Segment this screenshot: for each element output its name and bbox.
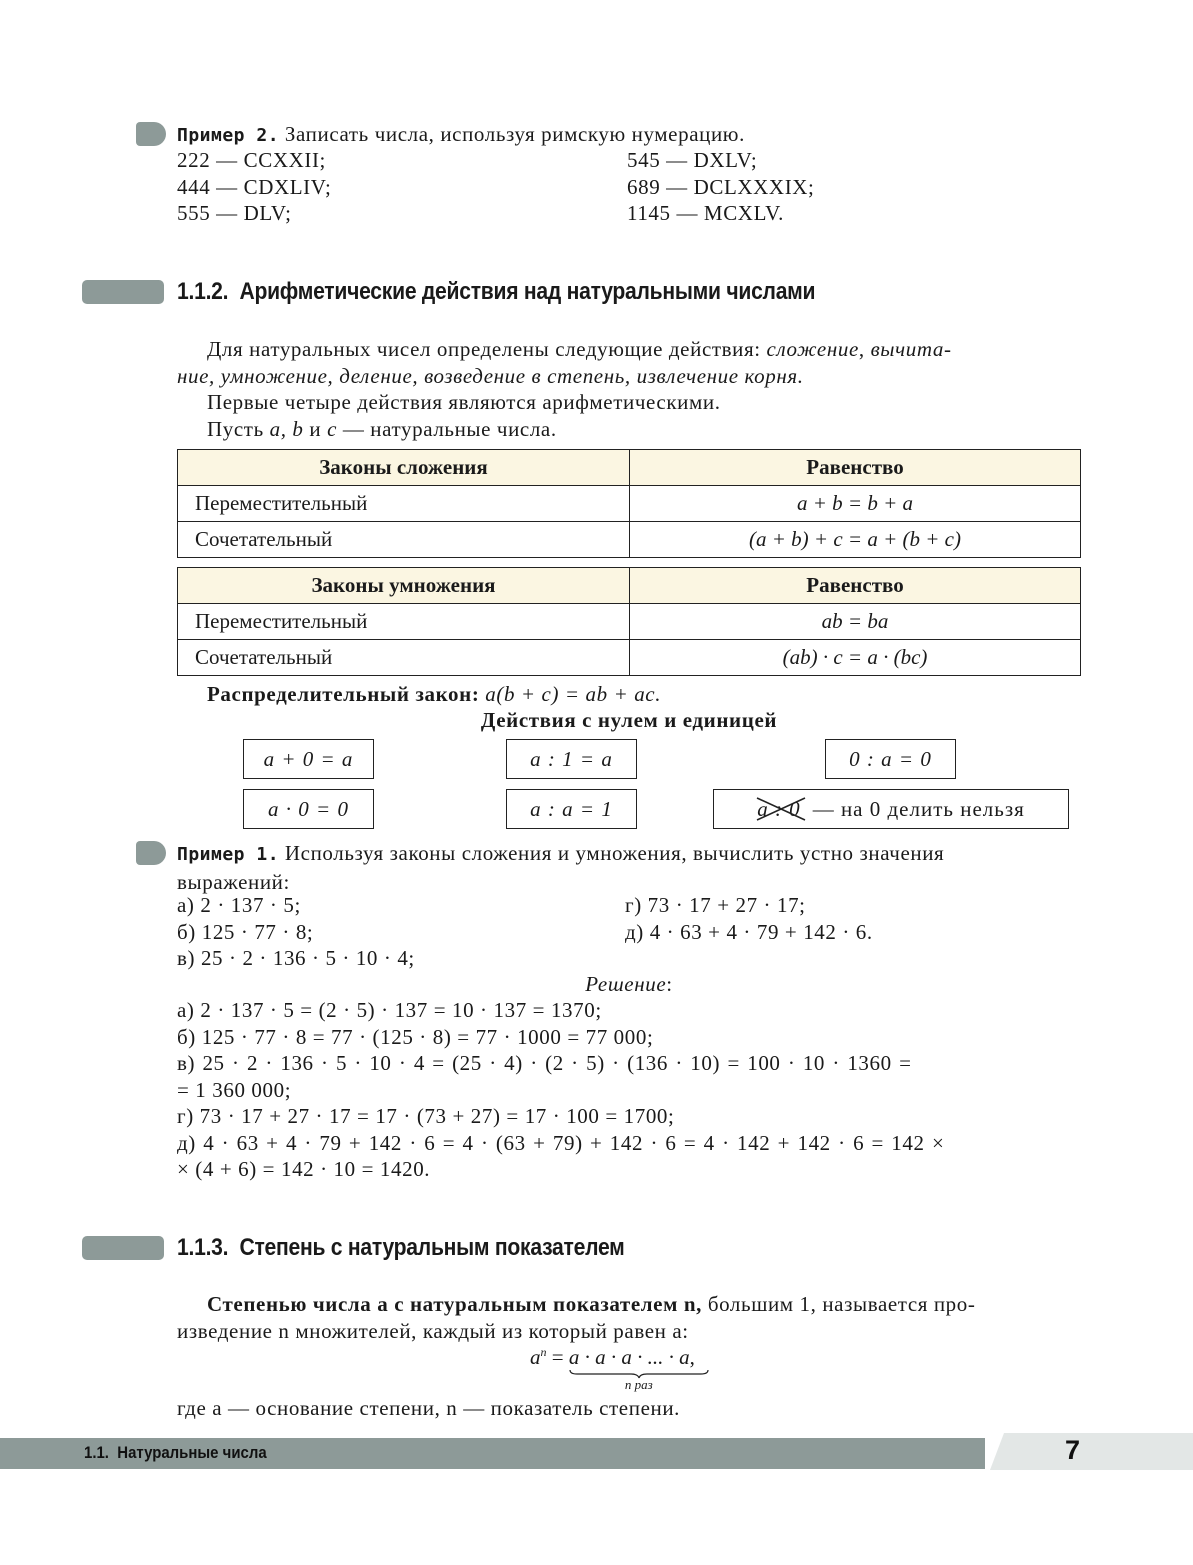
addition-laws-table <box>177 449 1081 558</box>
underbrace-label: n раз <box>624 1377 653 1392</box>
example2-heading <box>177 121 745 150</box>
rule-box: a + 0 = a <box>243 739 374 779</box>
definition: Степенью числа a с натуральным показателем n, большим 1, называется про- изведение n множителей, каждый из который равен a: <box>177 1292 976 1343</box>
zero-one-title: Действия с нулем и единицей <box>480 708 778 732</box>
list-item: × (4 + 6) = 142 · 10 = 1420. <box>177 1157 431 1181</box>
multiplication-laws-table <box>177 567 1081 676</box>
paragraph: Для натуральных чисел определены следующие действия: сложение, вычита- ние, умножение, деление, возведение в степень, извлечение корня. Первые четыре действия являются арифметическими. Пусть a, b и c — натуральные числа. <box>177 337 952 441</box>
section-marker-icon <box>82 280 164 304</box>
table-row: Переместительный a + b = b + a <box>178 486 1081 522</box>
division-by-zero-box: a : 0 — на 0 делить нельзя <box>713 789 1069 829</box>
table-header: Законы умножения <box>178 568 630 604</box>
list-item: б) 125 · 77 · 8; <box>177 919 314 944</box>
example1-label: Пример 1. <box>177 844 280 865</box>
table-header: Равенство <box>630 568 1081 604</box>
list-item: а) 2 · 137 · 5 = (2 · 5) · 137 = 10 · 137 = 1370; <box>177 998 602 1022</box>
table-row: Переместительный ab = ba <box>178 604 1081 640</box>
tasks-left <box>177 892 415 972</box>
example1-heading: Пример 1. Используя законы сложения и умножения, вычислить устно значения выражений: <box>177 841 945 894</box>
footer-section-title: 1.1. Натуральные числа <box>84 1443 267 1462</box>
solution-label: Решение: <box>585 972 673 996</box>
roman-list-left <box>177 147 331 227</box>
section-title: 1.1.3. Степень с натуральным показателем <box>177 1234 625 1261</box>
list-item: г) 73 · 17 + 27 · 17 = 17 · (73 + 27) = 17 · 100 = 1700; <box>177 1104 675 1128</box>
crossed-expression: a : 0 <box>757 797 801 822</box>
table-row: Сочетательный (a + b) + c = a + (b + c) <box>178 522 1081 558</box>
rule-box: a · 0 = 0 <box>243 789 374 829</box>
list-item: д) 4 · 63 + 4 · 79 + 142 · 6. <box>625 919 873 944</box>
rule-box: 0 : a = 0 <box>825 739 956 779</box>
list-item: 555 — DLV; <box>177 201 292 225</box>
section-marker-icon <box>82 1236 164 1260</box>
page-number: 7 <box>1065 1435 1081 1465</box>
table-row: Сочетательный (ab) · c = a · (bc) <box>178 640 1081 676</box>
list-item: 689 — DCLXXXIX; <box>627 174 815 199</box>
list-item: 1145 — MCXLV. <box>627 201 784 225</box>
cross-out-icon <box>753 794 809 824</box>
where-line: где a — основание степени, n — показатель степени. <box>177 1396 681 1420</box>
footer-page-tab <box>990 1433 1193 1470</box>
list-item: 545 — DXLV; <box>627 148 758 172</box>
roman-list-right <box>627 147 815 227</box>
list-item: а) 2 · 137 · 5; <box>177 893 301 917</box>
rule-box: a : a = 1 <box>506 789 637 829</box>
list-item: б) 125 · 77 · 8 = 77 · (125 · 8) = 77 · 1000 = 77 000; <box>177 1024 654 1049</box>
example-marker-icon <box>136 841 166 865</box>
list-item: 444 — CDXLIV; <box>177 174 332 199</box>
solutions <box>177 997 1087 1183</box>
power-formula: $a^n = a \cdot a \cdot a$ · ... · a n раз , <box>530 1345 695 1370</box>
example-marker-icon <box>136 122 166 146</box>
rule-box: a : 1 = a <box>506 739 637 779</box>
example2-label: Пример 2. <box>177 125 280 146</box>
list-item: в) 25 · 2 · 136 · 5 · 10 · 4; <box>177 946 415 970</box>
list-item: 222 — CCXXII; <box>177 148 326 172</box>
table-header: Равенство <box>630 450 1081 486</box>
list-item: г) 73 · 17 + 27 · 17; <box>625 893 806 917</box>
list-item: д) 4 · 63 + 4 · 79 + 142 · 6 = 4 · (63 + 79) + 142 · 6 = 4 · 142 + 142 · 6 = 142 × <box>177 1130 945 1155</box>
distributive-law: Распределительный закон: a(b + c) = ab + ac. <box>207 682 662 706</box>
example2-task: Записать числа, используя римскую нумерацию. <box>284 122 745 146</box>
tasks-right <box>625 892 873 945</box>
table-header: Законы сложения <box>178 450 630 486</box>
list-item: в) 25 · 2 · 136 · 5 · 10 · 4 = (25 · 4) · (2 · 5) · (136 · 10) = 100 · 10 · 1360 = <box>177 1051 912 1075</box>
section-title: 1.1.2. Арифметические действия над натуральными числами <box>177 278 816 305</box>
list-item: = 1 360 000; <box>177 1077 292 1102</box>
